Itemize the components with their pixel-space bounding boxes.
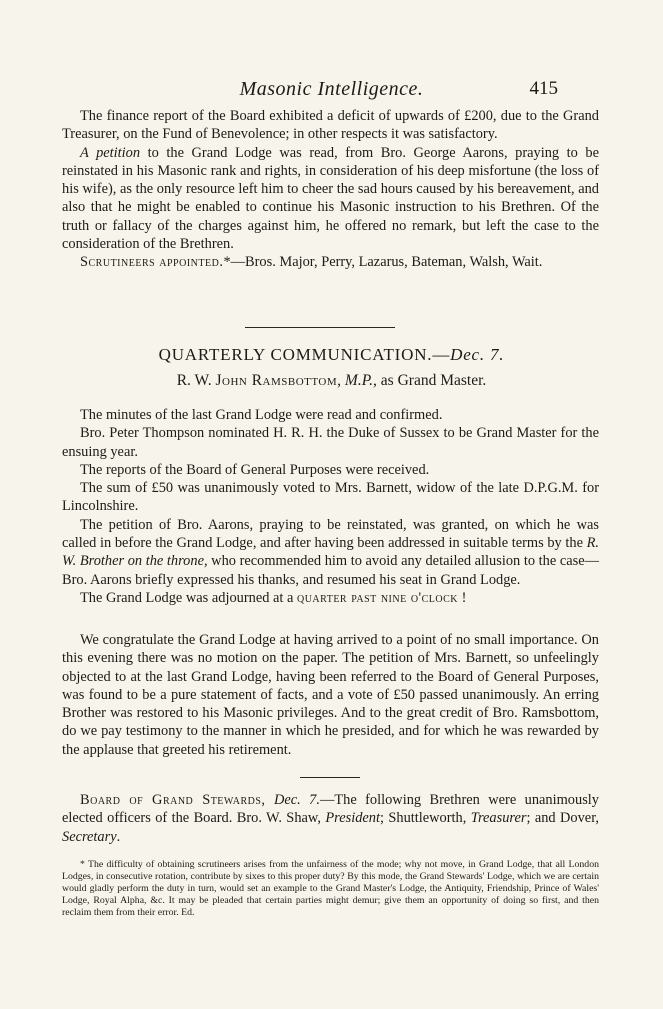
stewards-text-c: ; and Dover, bbox=[526, 810, 600, 827]
scrutineers-lead: Scrutineers appointed. bbox=[80, 254, 224, 271]
adjourned-text-b: ! bbox=[458, 589, 467, 606]
vote-paragraph: The sum of £50 was unanimously voted to Mrs. Barnett, widow of the late D.P.G.M. for Lincolnshire. bbox=[62, 480, 599, 515]
adjourned-time: quarter past nine o'clock bbox=[296, 589, 459, 606]
aarons-text-a: The petition of Bro. Aarons, praying to be reinstated, was granted, on which he was called in before the Grand Lodge, and after having been addressed in suitable terms by the bbox=[62, 516, 599, 552]
aarons-paragraph bbox=[62, 516, 599, 589]
adjourned-text-a: The Grand Lodge was adjourned at a bbox=[80, 589, 297, 606]
quarterly-heading-main: QUARTERLY COMMUNICATION.— bbox=[158, 345, 451, 364]
subheading-name: John Ramsbottom bbox=[215, 372, 338, 389]
aarons-text-em: R. W. Brother on the throne, bbox=[62, 535, 599, 570]
role-president: President bbox=[325, 810, 380, 827]
section-editorial bbox=[62, 631, 599, 759]
scrutineers-paragraph bbox=[62, 253, 599, 271]
role-treasurer: Treasurer bbox=[470, 810, 527, 827]
nomination-paragraph: Bro. Peter Thompson nominated H. R. H. the Duke of Sussex to be Grand Master for the ensuing year. bbox=[62, 425, 599, 460]
stewards-paragraph bbox=[62, 791, 599, 846]
running-head-title: Masonic Intelligence. bbox=[239, 78, 424, 100]
section-stewards bbox=[62, 791, 599, 846]
running-head bbox=[0, 78, 663, 104]
quarterly-heading bbox=[0, 345, 663, 365]
stewards-text-b: ; Shuttleworth, bbox=[379, 810, 471, 827]
footnote-text: * The difficulty of obtaining scrutineers arises from the unfairness of the mode; why not move, in Grand Lodge, that all London Lodges, in consecutive rotation, contribute by sixes to this proper duty? By this mode, the Grand Stewards' Lodge, which we are certain would gladly perform the duty in turn, would set an example to the Grand Master's Lodge, the Antiquity, Friendship, Prince of Wales' Lodge, Royal Alpha, &c. It may be pleaded that certain parties might demur; give them an opportunity of doing so first, and then reclaim them from their error. Ed. bbox=[62, 859, 599, 918]
finance-report-paragraph: The finance report of the Board exhibited a deficit of upwards of £200, due to the Grand Treasurer, on the Fund of Benevolence; in other respects it was satisfactory. bbox=[62, 108, 599, 143]
stewards-lead: Board of Grand Stewards, bbox=[80, 792, 266, 808]
section-finance-report bbox=[62, 107, 599, 272]
minutes-paragraph: The minutes of the last Grand Lodge were read and confirmed. bbox=[80, 407, 443, 423]
subheading-mp: , M.P. bbox=[337, 372, 374, 389]
quarterly-heading-date: Dec. 7. bbox=[450, 345, 505, 364]
subheading-rest: , as Grand Master. bbox=[373, 372, 487, 389]
page-number: 415 bbox=[529, 78, 558, 99]
petition-lead: A petition bbox=[80, 144, 141, 161]
stewards-text-a: —The following Brethren were unanimously elected officers of the Board. Bro. W. Shaw, bbox=[62, 792, 599, 827]
reports-paragraph: The reports of the Board of General Purposes were received. bbox=[80, 461, 430, 478]
section-quarterly-minutes bbox=[62, 406, 599, 607]
stewards-text-d: . bbox=[116, 828, 121, 845]
scrutineers-text: *—Bros. Major, Perry, Lazarus, Bateman, Walsh, Wait. bbox=[223, 254, 543, 271]
subheading-rw: R. W. bbox=[176, 372, 216, 389]
quarterly-subheading bbox=[0, 372, 663, 390]
editorial-paragraph: We congratulate the Grand Lodge at having arrived to a point of no small importance. On this evening there was no motion on the paper. The petition of Mrs. Barnett, so unfeelingly objected to at the last Grand Lodge, having been referred to the Board of General Purposes, was found to be a pure statement of facts, and a vote of £50 passed unanimously. An erring Brother was restored to his Masonic privileges. And to the great credit of Bro. Ramsbottom, do we pay testimony to the manner in which he presided, and for which he was rewarded by the applause that greeted his retirement. bbox=[62, 632, 599, 758]
section-divider bbox=[245, 327, 395, 328]
adjourned-paragraph bbox=[62, 589, 599, 607]
petition-paragraph bbox=[62, 144, 599, 254]
petition-text: to the Grand Lodge was read, from Bro. George Aarons, praying to be reinstated in his Masonic rank and rights, in consideration of his deep misfortune (the loss of his wife), as the only resource left him to cheer the sad hours caused by his bereavement, and also that he might be enabled to continue his Masonic instruction to his Brethren. Of the truth or fallacy of the charges against him, he offered no remark, but left the case to the consideration of the Brethren. bbox=[62, 144, 599, 253]
aarons-text-b: who recommended him to avoid any detailed allusion to the case—Bro. Aarons briefly expressed his thanks, and resumed his seat in Grand Lodge. bbox=[62, 553, 599, 588]
short-divider bbox=[300, 777, 360, 778]
role-secretary: Secretary bbox=[62, 828, 117, 845]
stewards-date: Dec. 7. bbox=[265, 792, 320, 808]
footnote bbox=[62, 859, 599, 919]
